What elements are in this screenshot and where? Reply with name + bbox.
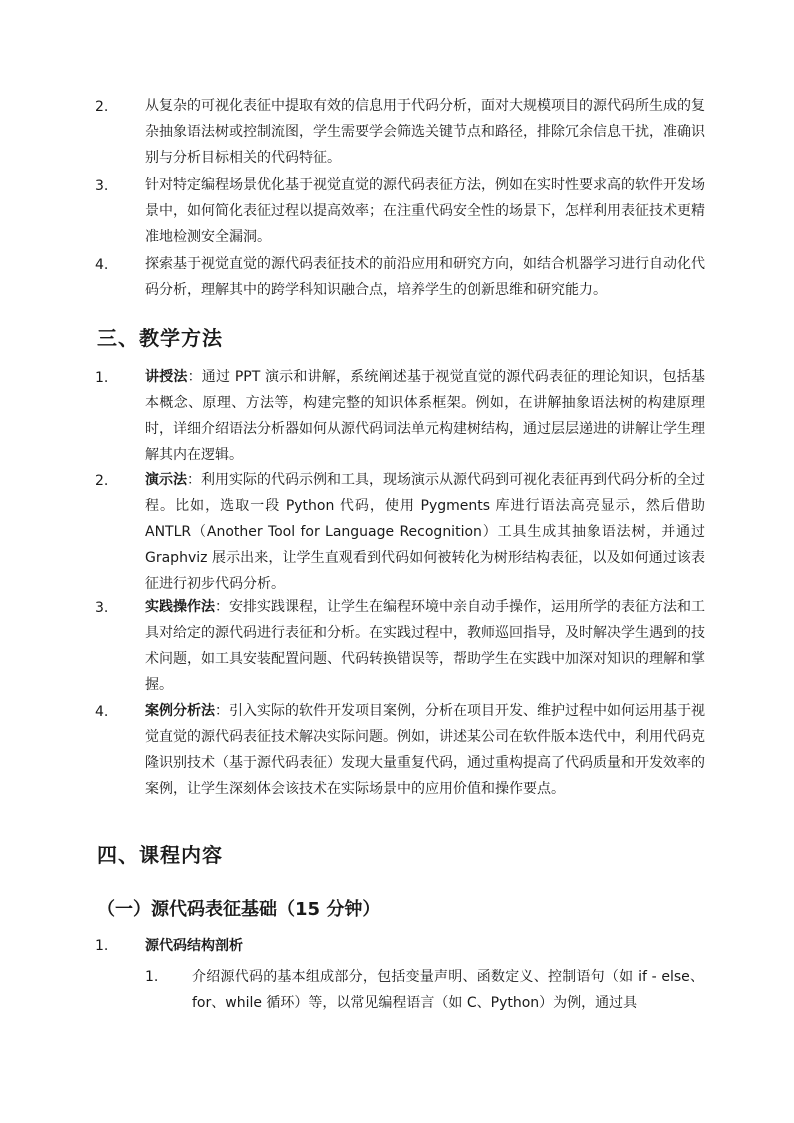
content-subitem-number: 1. [145,969,159,985]
method-text [145,467,705,597]
section-heading-course-content: 四、课程内容 [97,843,223,867]
method-number: 2. [95,473,109,489]
section-heading-teaching-methods: 三、教学方法 [97,326,223,350]
method-term: 案例分析法 [145,703,215,719]
goal-number: 3. [95,178,109,194]
content-item-number: 1. [95,938,109,954]
method-term: 演示法 [145,472,187,488]
method-description: ：通过 PPT 演示和讲解，系统阐述基于视觉直觉的源代码表征的理论知识，包括基本概念、原理、方法等，构建完整的知识体系框架。例如，在讲解抽象语法树的构建原理时，详细介绍语法分析器如何从源代码词法单元构建树结构，通过层层递进的讲解让学生理解其内在逻辑。 [145,369,705,463]
subsection-heading-code-basics: （一）源代码表征基础（15 分钟） [97,899,381,920]
goal-number: 4. [95,257,109,273]
method-number: 3. [95,600,109,616]
content-subitem-text: 介绍源代码的基本组成部分，包括变量声明、函数定义、控制语句（如 if - else、for、while 循环）等，以常见编程语言（如 C、Python）为例，通过具 [192,969,704,1011]
goal-number: 2. [95,99,109,115]
method-term: 讲授法 [145,369,188,385]
method-number: 4. [95,704,109,720]
goal-text: 探索基于视觉直觉的源代码表征技术的前沿应用和研究方向，如结合机器学习进行自动化代码分析，理解其中的跨学科知识融合点，培养学生的创新思维和研究能力。 [145,256,705,298]
method-term: 实践操作法 [145,599,215,615]
method-description: ：引入实际的软件开发项目案例，分析在项目开发、维护过程中如何运用基于视觉直觉的源代码表征技术解决实际问题。例如，讲述某公司在软件版本迭代中，利用代码克隆识别技术（基于源代码表征）发现大量重复代码，通过重构提高了代码质量和开发效率的案例，让学生深刻体会该技术在实际场景中的应用价值和操作要点。 [145,703,705,797]
method-text [145,594,705,698]
goal-text: 从复杂的可视化表征中提取有效的信息用于代码分析，面对大规模项目的源代码所生成的复杂抽象语法树或控制流图，学生需要学会筛选关键节点和路径，排除冗余信息干扰，准确识别与分析目标相关的代码特征。 [145,98,705,166]
content-item-label: 源代码结构剖析 [145,938,243,954]
goal-text: 针对特定编程场景优化基于视觉直觉的源代码表征方法，例如在实时性要求高的软件开发场景中，如何简化表征过程以提高效率；在注重代码安全性的场景下，怎样利用表征技术更精准地检测安全漏洞。 [145,177,705,245]
method-text [145,698,705,802]
method-description: ：安排实践课程，让学生在编程环境中亲自动手操作，运用所学的表征方法和工具对给定的源代码进行表征和分析。在实践过程中，教师巡回指导，及时解决学生遇到的技术问题，如工具安装配置问题、代码转换错误等，帮助学生在实践中加深对知识的理解和掌握。 [145,599,705,693]
method-text [145,364,705,468]
method-description: ：利用实际的代码示例和工具，现场演示从源代码到可视化表征再到代码分析的全过程。比如，选取一段 Python 代码，使用 Pygments 库进行语法高亮显示，然后借助 ANTLR（Another Tool for Language Recognition）工具生成其抽象语法树，并通过 Graphviz 展示出来，让学生直观看到代码如何被转化为树形结构表征，以及如何通过该表征进行初步代码分析。 [145,472,705,592]
method-number: 1. [95,370,109,386]
